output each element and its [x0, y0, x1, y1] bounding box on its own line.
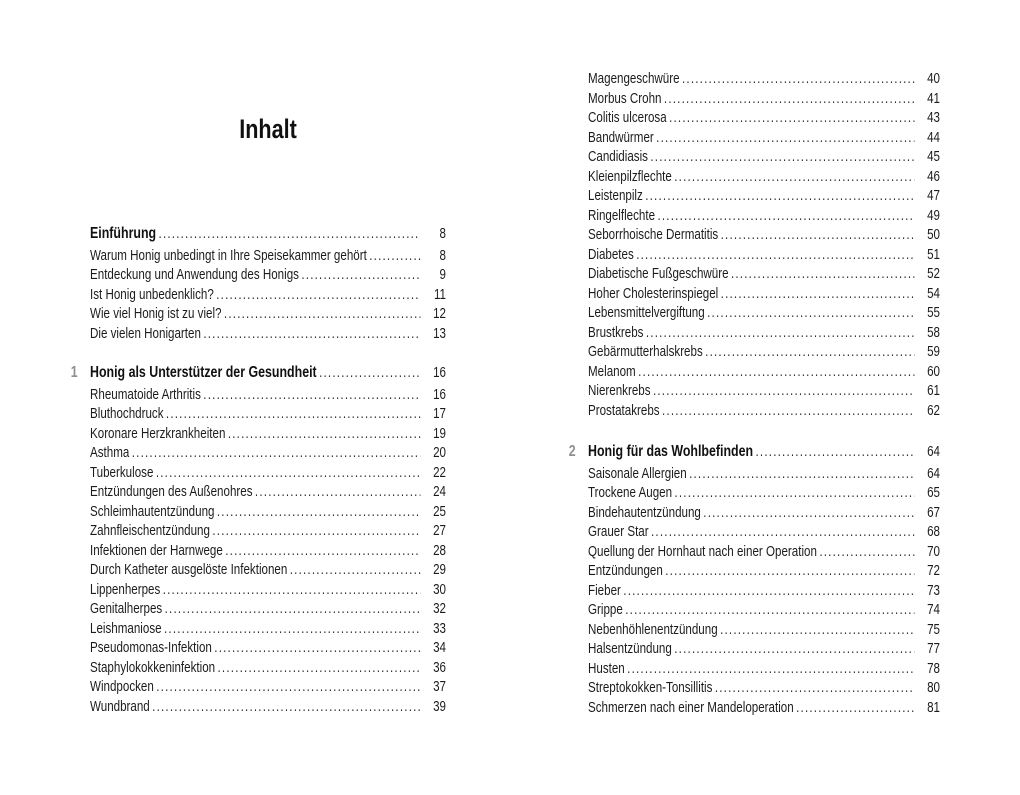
dot-leader — [290, 561, 421, 581]
dot-leader — [664, 90, 915, 110]
section-introduction — [90, 224, 446, 344]
entry-label: Wundbrand — [90, 698, 150, 715]
entry-label: Leishmaniose — [90, 620, 162, 637]
entry-page-number: 12 — [433, 306, 446, 322]
dot-leader — [216, 286, 420, 306]
toc-entry-row — [588, 70, 940, 90]
toc-entry-row — [90, 386, 446, 406]
toc-entry-row — [90, 305, 446, 325]
entry-page-number: 52 — [927, 266, 940, 282]
dot-leader — [721, 285, 915, 305]
entry-page-number: 28 — [433, 542, 446, 559]
entry-page-number: 64 — [927, 444, 940, 460]
toc-entry-row — [90, 561, 446, 581]
toc-entry-row — [90, 659, 446, 679]
toc-entry-row — [90, 639, 446, 659]
entry-page-number: 61 — [927, 383, 940, 399]
dot-leader — [646, 324, 915, 344]
entry-label: Kleienpilzflechte — [588, 168, 672, 185]
toc-entry-row — [588, 109, 940, 129]
entry-page-number: 45 — [927, 149, 940, 165]
entry-page-number: 70 — [927, 543, 940, 560]
dot-leader — [705, 343, 914, 363]
dot-leader — [164, 620, 420, 640]
entry-label: Entzündungen — [588, 563, 663, 579]
entry-page-number: 58 — [927, 324, 940, 341]
toc-entry-row — [588, 660, 940, 680]
entry-page-number: 24 — [433, 484, 446, 500]
entry-page-number: 43 — [927, 110, 940, 126]
dot-leader — [703, 504, 914, 524]
entry-page-number: 13 — [433, 325, 446, 342]
toc-entry-row — [588, 129, 940, 149]
entry-page-number: 65 — [927, 485, 940, 501]
entry-label: Tuberkulose — [90, 464, 154, 481]
entry-page-number: 46 — [927, 168, 940, 185]
dot-leader — [756, 443, 915, 463]
entry-label: Streptokokken-Tonsillitis — [588, 680, 713, 696]
toc-entry-row — [588, 543, 940, 563]
right-page — [568, 0, 940, 795]
toc-entry-row — [588, 562, 940, 582]
toc-entry-row — [588, 504, 940, 524]
section-chapter-1-continued — [588, 70, 940, 421]
entry-page-number: 55 — [927, 305, 940, 321]
dot-leader — [657, 207, 914, 227]
toc-entry-row — [588, 324, 940, 344]
dot-leader — [656, 129, 914, 149]
entry-label: Genitalherpes — [90, 601, 163, 617]
entry-page-number: 30 — [433, 581, 446, 598]
chapter-number: 1 — [70, 364, 78, 381]
toc-entry-row — [588, 582, 940, 602]
entry-page-number: 19 — [433, 425, 446, 442]
dot-leader — [625, 601, 914, 621]
chapter-number: 2 — [568, 443, 576, 460]
toc-entry-row — [90, 542, 446, 562]
dot-leader — [369, 247, 420, 267]
dot-leader — [203, 325, 420, 345]
dot-leader — [218, 659, 421, 679]
toc-entry-row — [588, 285, 940, 305]
dot-leader — [255, 483, 420, 503]
dot-leader — [796, 699, 914, 719]
entry-label: Fieber — [588, 582, 621, 599]
entry-label: Asthma — [90, 445, 130, 461]
dot-leader — [665, 562, 914, 582]
entry-page-number: 64 — [927, 465, 940, 482]
dot-leader — [731, 265, 914, 285]
toc-entry-row — [90, 581, 446, 601]
dot-leader — [662, 402, 914, 422]
entry-label: Bluthochdruck — [90, 406, 164, 422]
dot-leader — [674, 640, 914, 660]
toc-heading-row — [90, 224, 446, 245]
entry-label: Windpocken — [90, 679, 154, 695]
entry-page-number: 20 — [433, 445, 446, 461]
toc-entry-row — [90, 698, 446, 718]
dot-leader — [156, 678, 420, 698]
toc-entry-row — [588, 148, 940, 168]
toc-entry-row — [588, 207, 940, 227]
dot-leader — [674, 484, 914, 504]
dot-leader — [682, 70, 914, 90]
entry-label: Diabetes — [588, 246, 634, 263]
toc-entry-row — [588, 621, 940, 641]
dot-leader — [653, 382, 914, 402]
entry-label: Rheumatoide Arthritis — [90, 386, 201, 403]
entry-page-number: 73 — [927, 582, 940, 599]
entry-label: Warum Honig unbedingt in Ihre Speisekammer gehört — [90, 247, 367, 264]
entry-label: Koronare Herzkrankheiten — [90, 425, 226, 442]
entry-label: Seborrhoische Dermatitis — [588, 227, 719, 243]
entry-page-number: 22 — [433, 464, 446, 481]
entry-label: Staphylokokkeninfektion — [90, 659, 216, 676]
entry-page-number: 50 — [927, 227, 940, 243]
entry-page-number: 34 — [433, 640, 446, 656]
toc-entry-row — [90, 600, 446, 620]
left-page — [70, 0, 446, 795]
entry-page-number: 36 — [433, 659, 446, 676]
entry-page-number: 49 — [927, 207, 940, 224]
entry-label: Husten — [588, 660, 625, 677]
entry-label: Grauer Star — [588, 524, 649, 540]
entry-label: Wie viel Honig ist zu viel? — [90, 306, 222, 322]
toc-entry-row — [588, 523, 940, 543]
entry-label: Schleimhautentzündung — [90, 503, 215, 520]
toc-entry-row — [588, 465, 940, 485]
entry-page-number: 37 — [433, 679, 446, 695]
dot-leader — [159, 225, 421, 245]
entry-page-number: 40 — [927, 71, 940, 87]
dot-leader — [217, 503, 421, 523]
entry-page-number: 32 — [433, 601, 446, 617]
dot-leader — [203, 386, 420, 406]
toc-entry-row — [588, 343, 940, 363]
toc-entry-row — [588, 402, 940, 422]
entry-page-number: 39 — [433, 698, 446, 715]
toc-entry-row — [90, 325, 446, 345]
entry-label: Quellung der Hornhaut nach einer Operation — [588, 543, 817, 560]
entry-page-number: 9 — [439, 267, 446, 283]
entry-label: Pseudomonas-Infektion — [90, 640, 212, 656]
dot-leader — [645, 187, 914, 207]
toc-entry-row — [90, 266, 446, 286]
entry-page-number: 47 — [927, 188, 940, 204]
dot-leader — [156, 464, 421, 484]
entry-label: Entzündungen des Außenohres — [90, 484, 253, 500]
entry-label: Morbus Crohn — [588, 90, 662, 107]
dot-leader — [721, 226, 915, 246]
dot-leader — [715, 679, 915, 699]
entry-page-number: 62 — [927, 402, 940, 419]
entry-label: Einführung — [90, 225, 157, 242]
entry-page-number: 25 — [433, 503, 446, 520]
entry-page-number: 8 — [439, 247, 446, 264]
entry-label: Saisonale Allergien — [588, 465, 687, 482]
toc-entry-row — [588, 246, 940, 266]
entry-label: Bandwürmer — [588, 129, 654, 146]
dot-leader — [689, 465, 914, 485]
dot-leader — [819, 543, 914, 563]
dot-leader — [301, 266, 420, 286]
entry-page-number: 77 — [927, 641, 940, 657]
entry-page-number: 33 — [433, 620, 446, 637]
dot-leader — [674, 168, 914, 188]
toc-entry-row — [588, 168, 940, 188]
toc-entry-row — [90, 425, 446, 445]
dot-leader — [319, 364, 420, 384]
dot-leader — [669, 109, 914, 129]
section-chapter-2 — [568, 442, 940, 718]
entry-page-number: 16 — [433, 365, 446, 381]
entry-label: Halsentzündung — [588, 641, 672, 657]
toc-entry-row — [588, 304, 940, 324]
entry-label: Trockene Augen — [588, 485, 673, 501]
dot-leader — [636, 246, 914, 266]
entry-page-number: 59 — [927, 344, 940, 360]
entry-label: Diabetische Fußgeschwüre — [588, 266, 729, 282]
dot-leader — [224, 305, 420, 325]
entry-label: Brustkrebs — [588, 324, 644, 341]
entry-label: Magengeschwüre — [588, 71, 680, 87]
entry-page-number: 75 — [927, 621, 940, 638]
entry-page-number: 74 — [927, 602, 940, 618]
section-chapter-1 — [70, 363, 446, 717]
entry-label: Colitis ulcerosa — [588, 110, 667, 126]
entry-page-number: 81 — [927, 699, 940, 716]
toc-entry-row — [90, 678, 446, 698]
entry-label: Gebärmutterhalskrebs — [588, 344, 703, 360]
toc-entry-row — [588, 226, 940, 246]
dot-leader — [152, 698, 420, 718]
entry-page-number: 17 — [433, 406, 446, 422]
dot-leader — [228, 425, 421, 445]
entry-page-number: 29 — [433, 562, 446, 578]
toc-entry-row — [90, 522, 446, 542]
dot-leader — [720, 621, 914, 641]
entry-label: Bindehautentzündung — [588, 504, 701, 521]
entry-page-number: 78 — [927, 660, 940, 677]
dot-leader — [651, 523, 914, 543]
entry-page-number: 27 — [433, 523, 446, 539]
toc-entry-row — [588, 679, 940, 699]
entry-label: Candidiasis — [588, 149, 648, 165]
dot-leader — [166, 405, 420, 425]
toc-entry-row — [588, 363, 940, 383]
toc-heading-row — [70, 363, 446, 384]
entry-page-number: 16 — [433, 386, 446, 403]
toc-entry-row — [90, 483, 446, 503]
toc-entry-row — [588, 640, 940, 660]
dot-leader — [225, 542, 420, 562]
entry-label: Nierenkrebs — [588, 383, 651, 399]
entry-label: Ist Honig unbedenklich? — [90, 286, 214, 303]
toc-entry-row — [588, 601, 940, 621]
entry-label: Lippenherpes — [90, 581, 161, 598]
dot-leader — [638, 363, 914, 383]
entry-label: Hoher Cholesterinspiegel — [588, 285, 719, 302]
toc-entry-row — [90, 286, 446, 306]
toc-entry-row — [90, 247, 446, 267]
dot-leader — [165, 600, 421, 620]
entry-page-number: 80 — [927, 680, 940, 696]
entry-label: Melanom — [588, 363, 636, 380]
toc-entry-row — [588, 382, 940, 402]
entry-page-number: 8 — [439, 226, 446, 242]
entry-page-number: 51 — [927, 246, 940, 263]
toc-entry-row — [588, 187, 940, 207]
dot-leader — [212, 522, 420, 542]
entry-page-number: 54 — [927, 285, 940, 302]
dot-leader — [132, 444, 421, 464]
entry-label: Grippe — [588, 602, 623, 618]
entry-label: Ringelflechte — [588, 207, 656, 224]
entry-label: Honig für das Wohlbefinden — [588, 443, 754, 460]
dot-leader — [214, 639, 420, 659]
dot-leader — [627, 660, 914, 680]
toc-entry-row — [588, 699, 940, 719]
entry-page-number: 67 — [927, 504, 940, 521]
entry-label: Die vielen Honigarten — [90, 325, 201, 342]
toc-entry-row — [588, 265, 940, 285]
dot-leader — [163, 581, 421, 601]
entry-label: Lebensmittelvergiftung — [588, 305, 705, 321]
entry-page-number: 11 — [433, 286, 446, 303]
entry-label: Infektionen der Harnwege — [90, 542, 223, 559]
entry-label: Leistenpilz — [588, 188, 643, 204]
toc-entry-row — [90, 444, 446, 464]
dot-leader — [707, 304, 914, 324]
toc-entry-row — [588, 484, 940, 504]
dot-leader — [623, 582, 914, 602]
entry-label: Prostatakrebs — [588, 402, 660, 419]
toc-entry-row — [90, 405, 446, 425]
entry-page-number: 44 — [927, 129, 940, 146]
toc-entry-row — [90, 503, 446, 523]
entry-page-number: 60 — [927, 363, 940, 380]
entry-page-number: 68 — [927, 524, 940, 540]
toc-entry-row — [90, 464, 446, 484]
entry-page-number: 72 — [927, 563, 940, 579]
dot-leader — [650, 148, 914, 168]
toc-entry-row — [90, 620, 446, 640]
toc-entry-row — [588, 90, 940, 110]
entry-label: Honig als Unterstützer der Gesundheit — [90, 364, 317, 381]
toc-heading-row — [568, 442, 940, 463]
entry-page-number: 41 — [927, 90, 940, 107]
entry-label: Entdeckung und Anwendung des Honigs — [90, 267, 299, 283]
entry-label: Nebenhöhlenentzündung — [588, 621, 718, 638]
entry-label: Schmerzen nach einer Mandeloperation — [588, 699, 794, 716]
entry-label: Durch Katheter ausgelöste Infektionen — [90, 562, 288, 578]
toc-title: Inhalt — [239, 114, 297, 144]
entry-label: Zahnfleischentzündung — [90, 523, 210, 539]
